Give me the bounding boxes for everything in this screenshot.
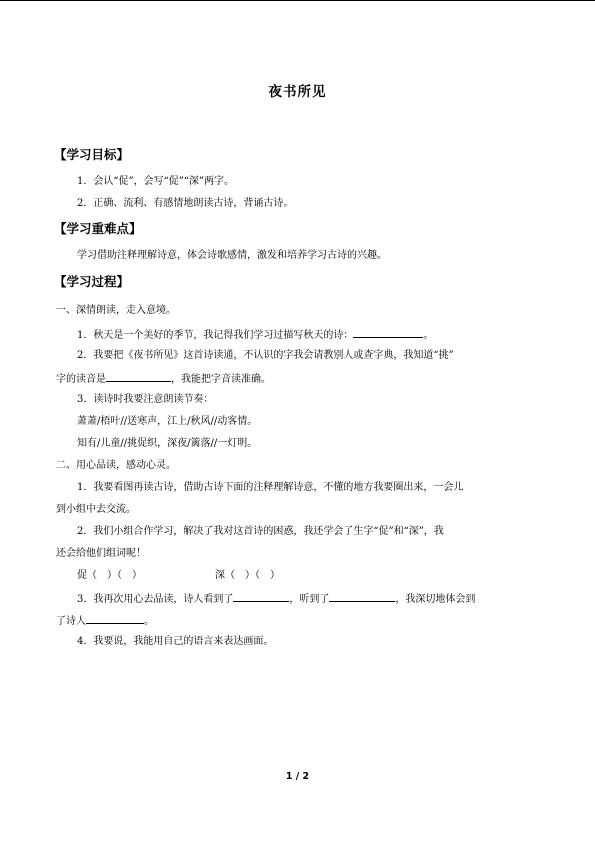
heading-goals: 【学习目标】: [54, 147, 130, 162]
blank-pronunciation[interactable]: [106, 371, 171, 382]
blank-autumn-poem[interactable]: [353, 327, 423, 338]
heading-key-points: 【学习重难点】: [54, 221, 142, 236]
rhythm-line-1: 萧萧/梧叶//送寒声，江上/秋风//动客情。: [77, 416, 258, 427]
question-1-3: 3．读诗时我要注意朗读节奏：: [77, 394, 214, 405]
part2-title: 二、用心品读，感动心灵。: [56, 460, 176, 471]
question-2-1-line1: 1．我要看图再读古诗，借助古诗下面的注释理解诗意，不懂的地方我要圈出来，一会儿: [77, 482, 464, 493]
heading-process: 【学习过程】: [54, 274, 130, 289]
question-2-2-line1: 2．我们小组合作学习，解决了我对这首诗的困惑，我还学会了生字“促”和“深”，我: [77, 526, 444, 537]
question-2-2-line2: 还会给他们组词呢！: [56, 548, 146, 559]
top-border: [0, 0, 595, 1]
question-2-3-line2: 了诗人 。: [56, 613, 154, 629]
word-group-shen[interactable]: 深（ ）（ ）: [215, 570, 280, 581]
blank-saw[interactable]: [233, 591, 289, 602]
page-number: 1 / 2: [285, 771, 310, 782]
blank-feeling[interactable]: [86, 613, 144, 624]
word-group-cu[interactable]: 促（ ）（ ）: [77, 570, 142, 581]
part1-title: 一、深情朗读，走入意境。: [56, 305, 176, 316]
blank-heard[interactable]: [329, 591, 395, 602]
rhythm-line-2: 知有/儿童//挑促织，深夜/篱落//一灯明。: [77, 438, 258, 449]
question-2-4: 4．我要说，我能用自己的语言来表达画面。: [77, 636, 274, 647]
question-2-1-line2: 到小组中去交流。: [56, 504, 136, 515]
question-1-2-line2: 字的读音是 ，我能把字音读准确。: [56, 371, 271, 387]
page-title: 夜书所见: [268, 84, 327, 100]
goal-item-2: 2．正确、流利、有感情地朗读古诗，背诵古诗。: [77, 198, 294, 209]
goal-item-1: 1．会认“促”，会写“促”“深”两字。: [77, 176, 235, 187]
question-1-2-line1: 2．我要把《夜书所见》这首诗读通，不认识的字我会请教别人或查字典，我知道“挑”: [77, 350, 454, 361]
question-1-1: 1．秋天是一个美好的季节，我记得我们学习过描写秋天的诗： 。: [77, 327, 433, 343]
question-2-3-line1: 3．我再次用心去品读，诗人看到了 ，听到了 ，我深切地体会到: [77, 591, 475, 607]
key-points-text: 学习借助注释理解诗意，体会诗歌感情，激发和培养学习古诗的兴趣。: [77, 250, 387, 261]
